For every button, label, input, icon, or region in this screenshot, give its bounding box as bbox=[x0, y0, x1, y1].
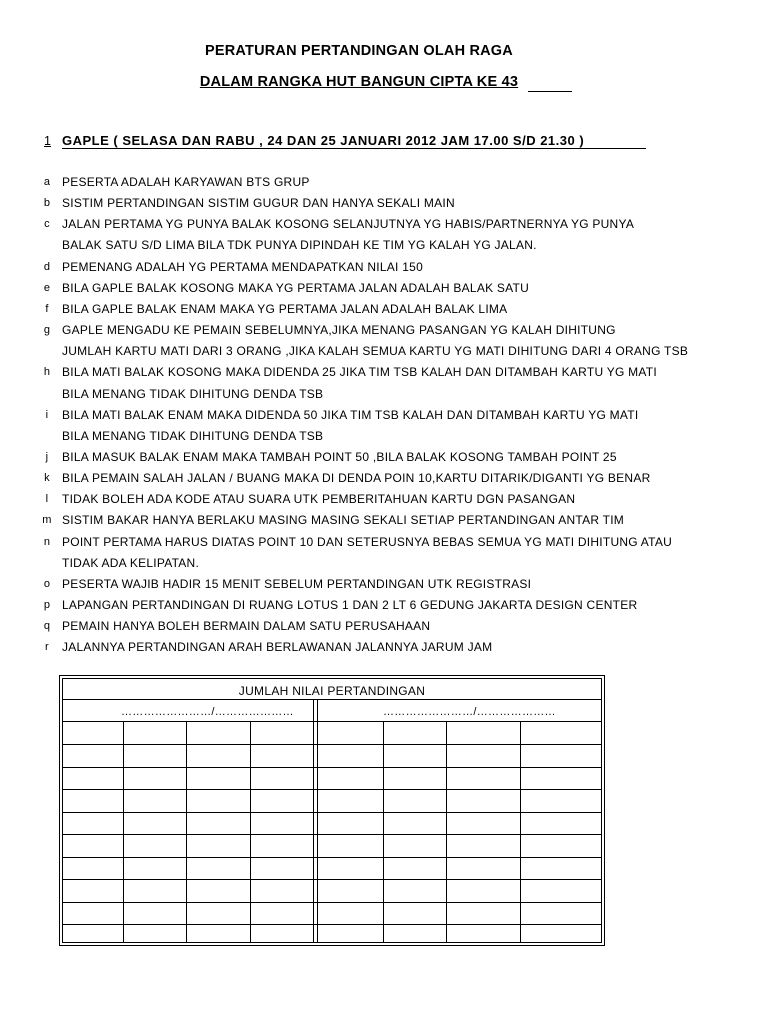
rule-row bbox=[0, 640, 768, 661]
rule-text: PEMENANG ADALAH YG PERTAMA MENDAPATKAN NILAI 150 bbox=[62, 259, 423, 274]
rule-text: PESERTA WAJIB HADIR 15 MENIT SEBELUM PERTANDINGAN UTK REGISTRASI bbox=[62, 576, 532, 591]
grid-column-line bbox=[383, 721, 384, 942]
rule-text: PESERTA ADALAH KARYAWAN BTS GRUP bbox=[62, 175, 310, 189]
section-heading-underline bbox=[62, 148, 646, 149]
grid-row-line bbox=[63, 699, 601, 700]
center-divider-line bbox=[313, 699, 314, 942]
rule-row bbox=[0, 619, 768, 640]
team-right-placeholder: ……………………/………………… bbox=[383, 706, 556, 718]
rule-text: BILA GAPLE BALAK ENAM MAKA YG PERTAMA JALAN ADALAH BALAK LIMA bbox=[62, 301, 508, 316]
rule-text: BILA MENANG TIDAK DIHITUNG DENDA TSB bbox=[62, 428, 324, 443]
rule-letter: m bbox=[42, 514, 52, 527]
rule-text: BALAK SATU S/D LIMA BILA TDK PUNYA DIPINDAH KE TIM YG KALAH YG JALAN. bbox=[62, 238, 537, 253]
rule-row bbox=[0, 302, 768, 323]
rule-letter: c bbox=[44, 218, 50, 231]
score-table-inner-border bbox=[62, 678, 602, 943]
rule-letter: q bbox=[43, 620, 51, 633]
rule-letter: i bbox=[45, 408, 49, 421]
rule-text: BILA MASUK BALAK ENAM MAKA TAMBAH POINT 50 ,BILA BALAK KOSONG TAMBAH POINT 25 bbox=[62, 449, 617, 464]
rule-row bbox=[0, 577, 768, 598]
rule-row bbox=[0, 535, 768, 556]
rule-text: PEMAIN HANYA BOLEH BERMAIN DALAM SATU PERUSAHAAN bbox=[62, 619, 431, 634]
document-subtitle-text: DALAM RANGKA HUT BANGUN CIPTA KE 43 bbox=[199, 74, 519, 90]
rule-row bbox=[0, 450, 768, 471]
rule-text: BILA MATI BALAK KOSONG MAKA DIDENDA 25 JIKA TIM TSB KALAH DAN DITAMBAH KARTU YG MATI bbox=[62, 365, 657, 380]
rule-letter: e bbox=[43, 281, 51, 294]
rule-text: SISTIM BAKAR HANYA BERLAKU MASING MASING SEKALI SETIAP PERTANDINGAN ANTAR TIM bbox=[62, 513, 625, 528]
subtitle-underline-extension bbox=[528, 91, 572, 92]
rule-row bbox=[0, 556, 768, 577]
grid-column-line bbox=[250, 721, 251, 942]
rule-text: LAPANGAN PERTANDINGAN DI RUANG LOTUS 1 DAN 2 LT 6 GEDUNG JAKARTA DESIGN CENTER bbox=[62, 598, 638, 612]
score-table bbox=[59, 675, 605, 946]
rule-letter: b bbox=[43, 197, 51, 210]
team-left-placeholder: ……………………/………………… bbox=[121, 706, 294, 718]
rule-letter: j bbox=[45, 450, 49, 463]
rule-letter: a bbox=[43, 176, 51, 188]
grid-column-line bbox=[446, 721, 447, 942]
rule-row bbox=[0, 217, 768, 238]
rule-row bbox=[0, 196, 768, 217]
rule-row bbox=[0, 408, 768, 429]
rule-text: BILA GAPLE BALAK KOSONG MAKA YG PERTAMA JALAN ADALAH BALAK SATU bbox=[62, 280, 530, 295]
rule-text: BILA MATI BALAK ENAM MAKA DIDENDA 50 JIKA TIM TSB KALAH DAN DITAMBAH KARTU YG MATI bbox=[62, 407, 639, 422]
rule-text: JUMLAH KARTU MATI DARI 3 ORANG ,JIKA KALAH SEMUA KARTU YG MATI DIHITUNG DARI 4 ORANG TSB bbox=[62, 344, 689, 359]
document-title: PERATURAN PERTANDINGAN OLAH RAGA bbox=[205, 43, 513, 59]
rule-row bbox=[0, 365, 768, 386]
document-subtitle bbox=[0, 74, 718, 90]
rule-letter: f bbox=[45, 302, 49, 315]
rule-text: BILA PEMAIN SALAH JALAN / BUANG MAKA DI DENDA POIN 10,KARTU DITARIK/DIGANTI YG BENAR bbox=[62, 471, 651, 486]
rule-row bbox=[0, 598, 768, 619]
rule-row bbox=[0, 323, 768, 344]
grid-column-line bbox=[520, 721, 521, 942]
rule-row bbox=[0, 471, 768, 492]
rule-row bbox=[0, 429, 768, 450]
rule-text: POINT PERTAMA HARUS DIATAS POINT 10 DAN SETERUSNYA BEBAS SEMUA YG MATI DIHITUNG ATAU bbox=[62, 534, 673, 549]
rule-text: JALAN PERTAMA YG PUNYA BALAK KOSONG SELANJUTNYA YG HABIS/PARTNERNYA YG PUNYA bbox=[62, 217, 635, 232]
rule-letter: r bbox=[45, 641, 49, 654]
rule-text: TIDAK BOLEH ADA KODE ATAU SUARA UTK PEMBERITAHUAN KARTU DGN PASANGAN bbox=[62, 492, 576, 507]
grid-column-line bbox=[123, 721, 124, 942]
rule-row bbox=[0, 281, 768, 302]
rule-text: TIDAK ADA KELIPATAN. bbox=[62, 555, 200, 570]
center-divider-line bbox=[317, 699, 318, 942]
rule-row bbox=[0, 492, 768, 513]
rule-text: JALANNYA PERTANDINGAN ARAH BERLAWANAN JALANNYA JARUM JAM bbox=[62, 640, 493, 655]
rule-text: BILA MENANG TIDAK DIHITUNG DENDA TSB bbox=[62, 386, 324, 401]
section-heading: GAPLE ( SELASA DAN RABU , 24 DAN 25 JANUARI 2012 JAM 17.00 S/D 21.30 ) bbox=[62, 133, 585, 148]
rule-letter: p bbox=[43, 599, 51, 611]
rule-row bbox=[0, 175, 768, 196]
rule-letter: d bbox=[43, 260, 51, 273]
rule-letter: g bbox=[43, 324, 51, 337]
rule-letter: n bbox=[43, 535, 51, 548]
rule-letter: h bbox=[43, 366, 51, 379]
rule-text: GAPLE MENGADU KE PEMAIN SEBELUMNYA,JIKA MENANG PASANGAN YG KALAH DIHITUNG bbox=[62, 323, 616, 338]
rule-row bbox=[0, 344, 768, 365]
rule-row bbox=[0, 260, 768, 281]
rule-letter: k bbox=[44, 472, 50, 485]
rule-text: SISTIM PERTANDINGAN SISTIM GUGUR DAN HANYA SEKALI MAIN bbox=[62, 196, 455, 211]
rule-letter: o bbox=[43, 577, 51, 590]
score-table-title: JUMLAH NILAI PERTANDINGAN bbox=[238, 684, 426, 698]
rule-row bbox=[0, 513, 768, 534]
grid-column-line bbox=[186, 721, 187, 942]
rule-letter: l bbox=[45, 493, 49, 506]
rule-row bbox=[0, 387, 768, 408]
rule-row bbox=[0, 238, 768, 259]
section-number: 1 bbox=[44, 134, 51, 148]
